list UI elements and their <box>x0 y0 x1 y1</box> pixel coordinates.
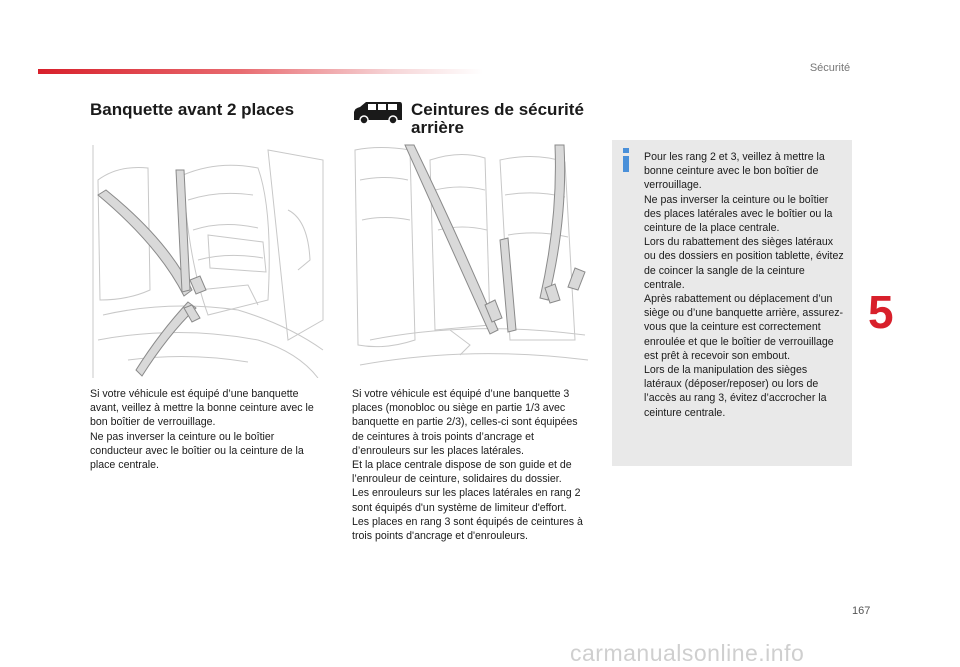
heading-front-bench: Banquette avant 2 places <box>90 100 295 119</box>
paragraph: Après rabattement ou déplacement d’un siège ou d’une banquette arrière, assurez-vous que la ceinture est correctement enroulée et que le boîtier de verrouillage est prêt à recevoir son embout. <box>644 293 844 362</box>
info-icon <box>620 148 632 172</box>
front-bench-text <box>90 387 326 472</box>
paragraph: Et la place centrale dispose de son guide et de l’enrouleur de ceinture, solidaires du dossier. <box>352 459 572 486</box>
heading-rear-seatbelts: Ceintures de sécurité arrière <box>411 100 584 137</box>
paragraph: Ne pas inverser la ceinture ou le boîtier des places latérales avec le boîtier ou la ceinture de la place centrale. <box>644 193 833 235</box>
paragraph: Ne pas inverser la ceinture ou le boîtier conducteur avec le boîtier ou la ceinture de la place centrale. <box>90 430 304 472</box>
watermark: carmanualsonline.info <box>570 640 805 666</box>
page-number: 167 <box>852 605 871 617</box>
paragraph: Lors du rabattement des sièges latéraux ou des dossiers en position tablette, évitez de coincer la sangle de la ceinture centrale. <box>644 236 844 291</box>
rear-seatbelts-illustration <box>350 140 590 378</box>
paragraph: Si votre véhicule est équipé d’une banquette avant, veillez à mettre la bonne ceinture avec le bon boîtier de verrouillage. <box>90 388 314 429</box>
paragraph: Pour les rang 2 et 3, veillez à mettre la bonne ceinture avec le bon boîtier de verrouillage. <box>644 151 825 192</box>
info-box <box>612 140 852 466</box>
paragraph: Les places en rang 3 sont équipés de ceintures à trois points d'ancrage et d'enrouleurs. <box>352 515 583 543</box>
paragraph: Les enrouleurs sur les places latérales en rang 2 sont équipés d'un système de limiteur d'effort. <box>352 487 581 514</box>
chapter-number: 5 <box>868 286 894 338</box>
header-accent-bar <box>38 69 483 74</box>
info-box-text <box>644 150 847 420</box>
section-label: Sécurité <box>809 62 851 74</box>
paragraph: Si votre véhicule est équipé d’une banquette 3 places (monobloc ou siège en partie 1/3 avec banquette en partie 2/3), celles-ci sont équipées de ceintures à trois points d’ancrage et d’enrouleurs sur les places latérales. <box>352 388 578 457</box>
front-bench-seatbelt-illustration <box>88 140 328 378</box>
paragraph: Lors de la manipulation des sièges latéraux (déposer/reposer) ou lors de l’accès au rang 3, évitez d’accrocher la ceinture centrale. <box>644 364 827 419</box>
van-icon <box>352 99 404 125</box>
rear-seatbelts-text <box>352 387 592 543</box>
